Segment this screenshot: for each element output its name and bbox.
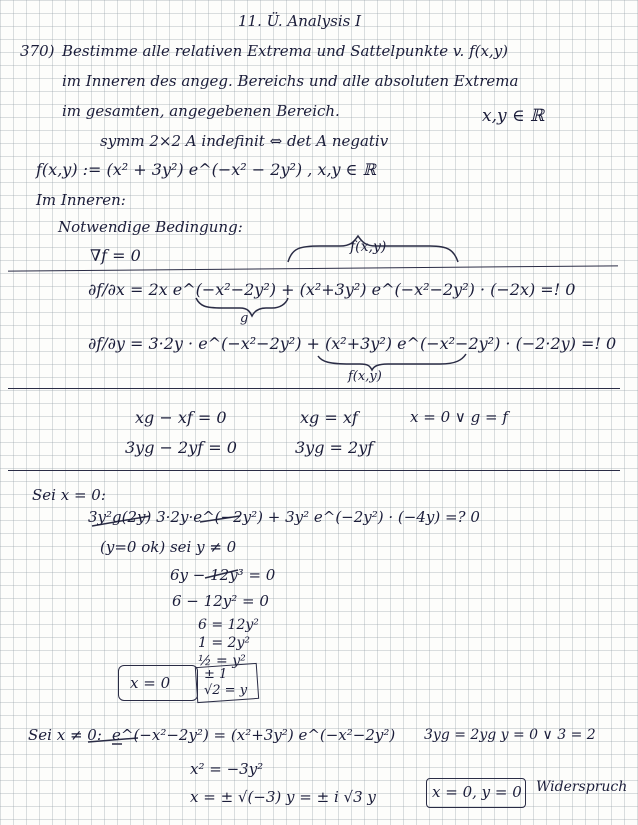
divider-line xyxy=(8,388,620,389)
task-domain: x,y ∈ ℝ xyxy=(482,106,545,126)
contradiction-note: Widerspruch xyxy=(536,779,628,795)
task-number: 370) xyxy=(20,42,55,60)
case2-side-note: 3yg = 2yg y = 0 ∨ 3 = 2 xyxy=(424,727,596,743)
brace-label-fxy-2: f(x,y) xyxy=(348,369,382,384)
interior-heading: Im Inneren: xyxy=(36,191,126,209)
result-box-origin-text: x = 0, y = 0 xyxy=(432,783,522,801)
result-box-y-den: √2 = y xyxy=(204,683,248,698)
divider-line xyxy=(8,470,620,471)
system-row-1c: x = 0 ∨ g = f xyxy=(410,408,508,426)
case2-step-2: x = ± √(−3) y = ± i √3 y xyxy=(190,788,376,806)
case2-step-1: x² = −3y² xyxy=(190,760,264,778)
result-box-x0-text: x = 0 xyxy=(130,674,171,692)
case2-equation: e^(−x²−2y²) = (x²+3y²) e^(−x²−2y²) xyxy=(112,726,396,744)
task-line-1: Bestimme alle relativen Extrema und Sattelpunkte v. f(x,y) xyxy=(62,42,509,60)
partial-y-equation: ∂f/∂y = 3·2y · e^(−x²−2y²) + (x²+3y²) e^(−x²−2y²) · (−2·2y) =! 0 xyxy=(88,334,617,353)
result-box-y-num: ± 1 xyxy=(204,667,228,682)
case1-step-5: ½ = y² xyxy=(198,653,246,669)
case1-step-3: 6 = 12y² xyxy=(198,617,259,633)
gradient-zero: ∇f = 0 xyxy=(90,246,141,265)
partial-x-equation: ∂f/∂x = 2x e^(−x²−2y²) + (x²+3y²) e^(−x²−2y²) · (−2x) =! 0 xyxy=(88,280,576,299)
case1-step-1: 6y − 12y³ = 0 xyxy=(170,566,276,584)
function-definition: f(x,y) := (x² + 3y²) e^(−x² − 2y²) , x,y ∈ ℝ xyxy=(36,160,376,179)
system-row-2a: 3yg − 2yf = 0 xyxy=(125,438,237,457)
task-line-2: im Inneren des angeg. Bereichs und alle absoluten Extrema xyxy=(62,72,519,90)
page-header: 11. Ü. Analysis I xyxy=(238,12,362,30)
brace-label-g: g xyxy=(240,311,249,326)
indefinite-note: symm 2×2 A indefinit ⇔ det A negativ xyxy=(100,132,389,150)
task-line-3: im gesamten, angegebenen Bereich. xyxy=(62,102,340,120)
case2-title: Sei x ≠ 0: xyxy=(28,726,102,744)
case1-equation: 3y²g(2y) 3·2y·e^(−2y²) + 3y² e^(−2y²) · (−4y) =? 0 xyxy=(88,508,480,526)
case1-title: Sei x = 0: xyxy=(32,486,106,504)
case1-step-2: 6 − 12y² = 0 xyxy=(172,592,269,610)
brace-label-fxy: f(x,y) xyxy=(350,239,387,255)
system-row-1b: xg = xf xyxy=(300,408,358,427)
system-row-1a: xg − xf = 0 xyxy=(135,408,227,427)
necessary-condition: Notwendige Bedingung: xyxy=(58,218,243,236)
case1-step-4: 1 = 2y² xyxy=(198,635,250,651)
system-row-2b: 3yg = 2yf xyxy=(295,438,374,457)
case1-note: (y=0 ok) sei y ≠ 0 xyxy=(100,538,237,556)
